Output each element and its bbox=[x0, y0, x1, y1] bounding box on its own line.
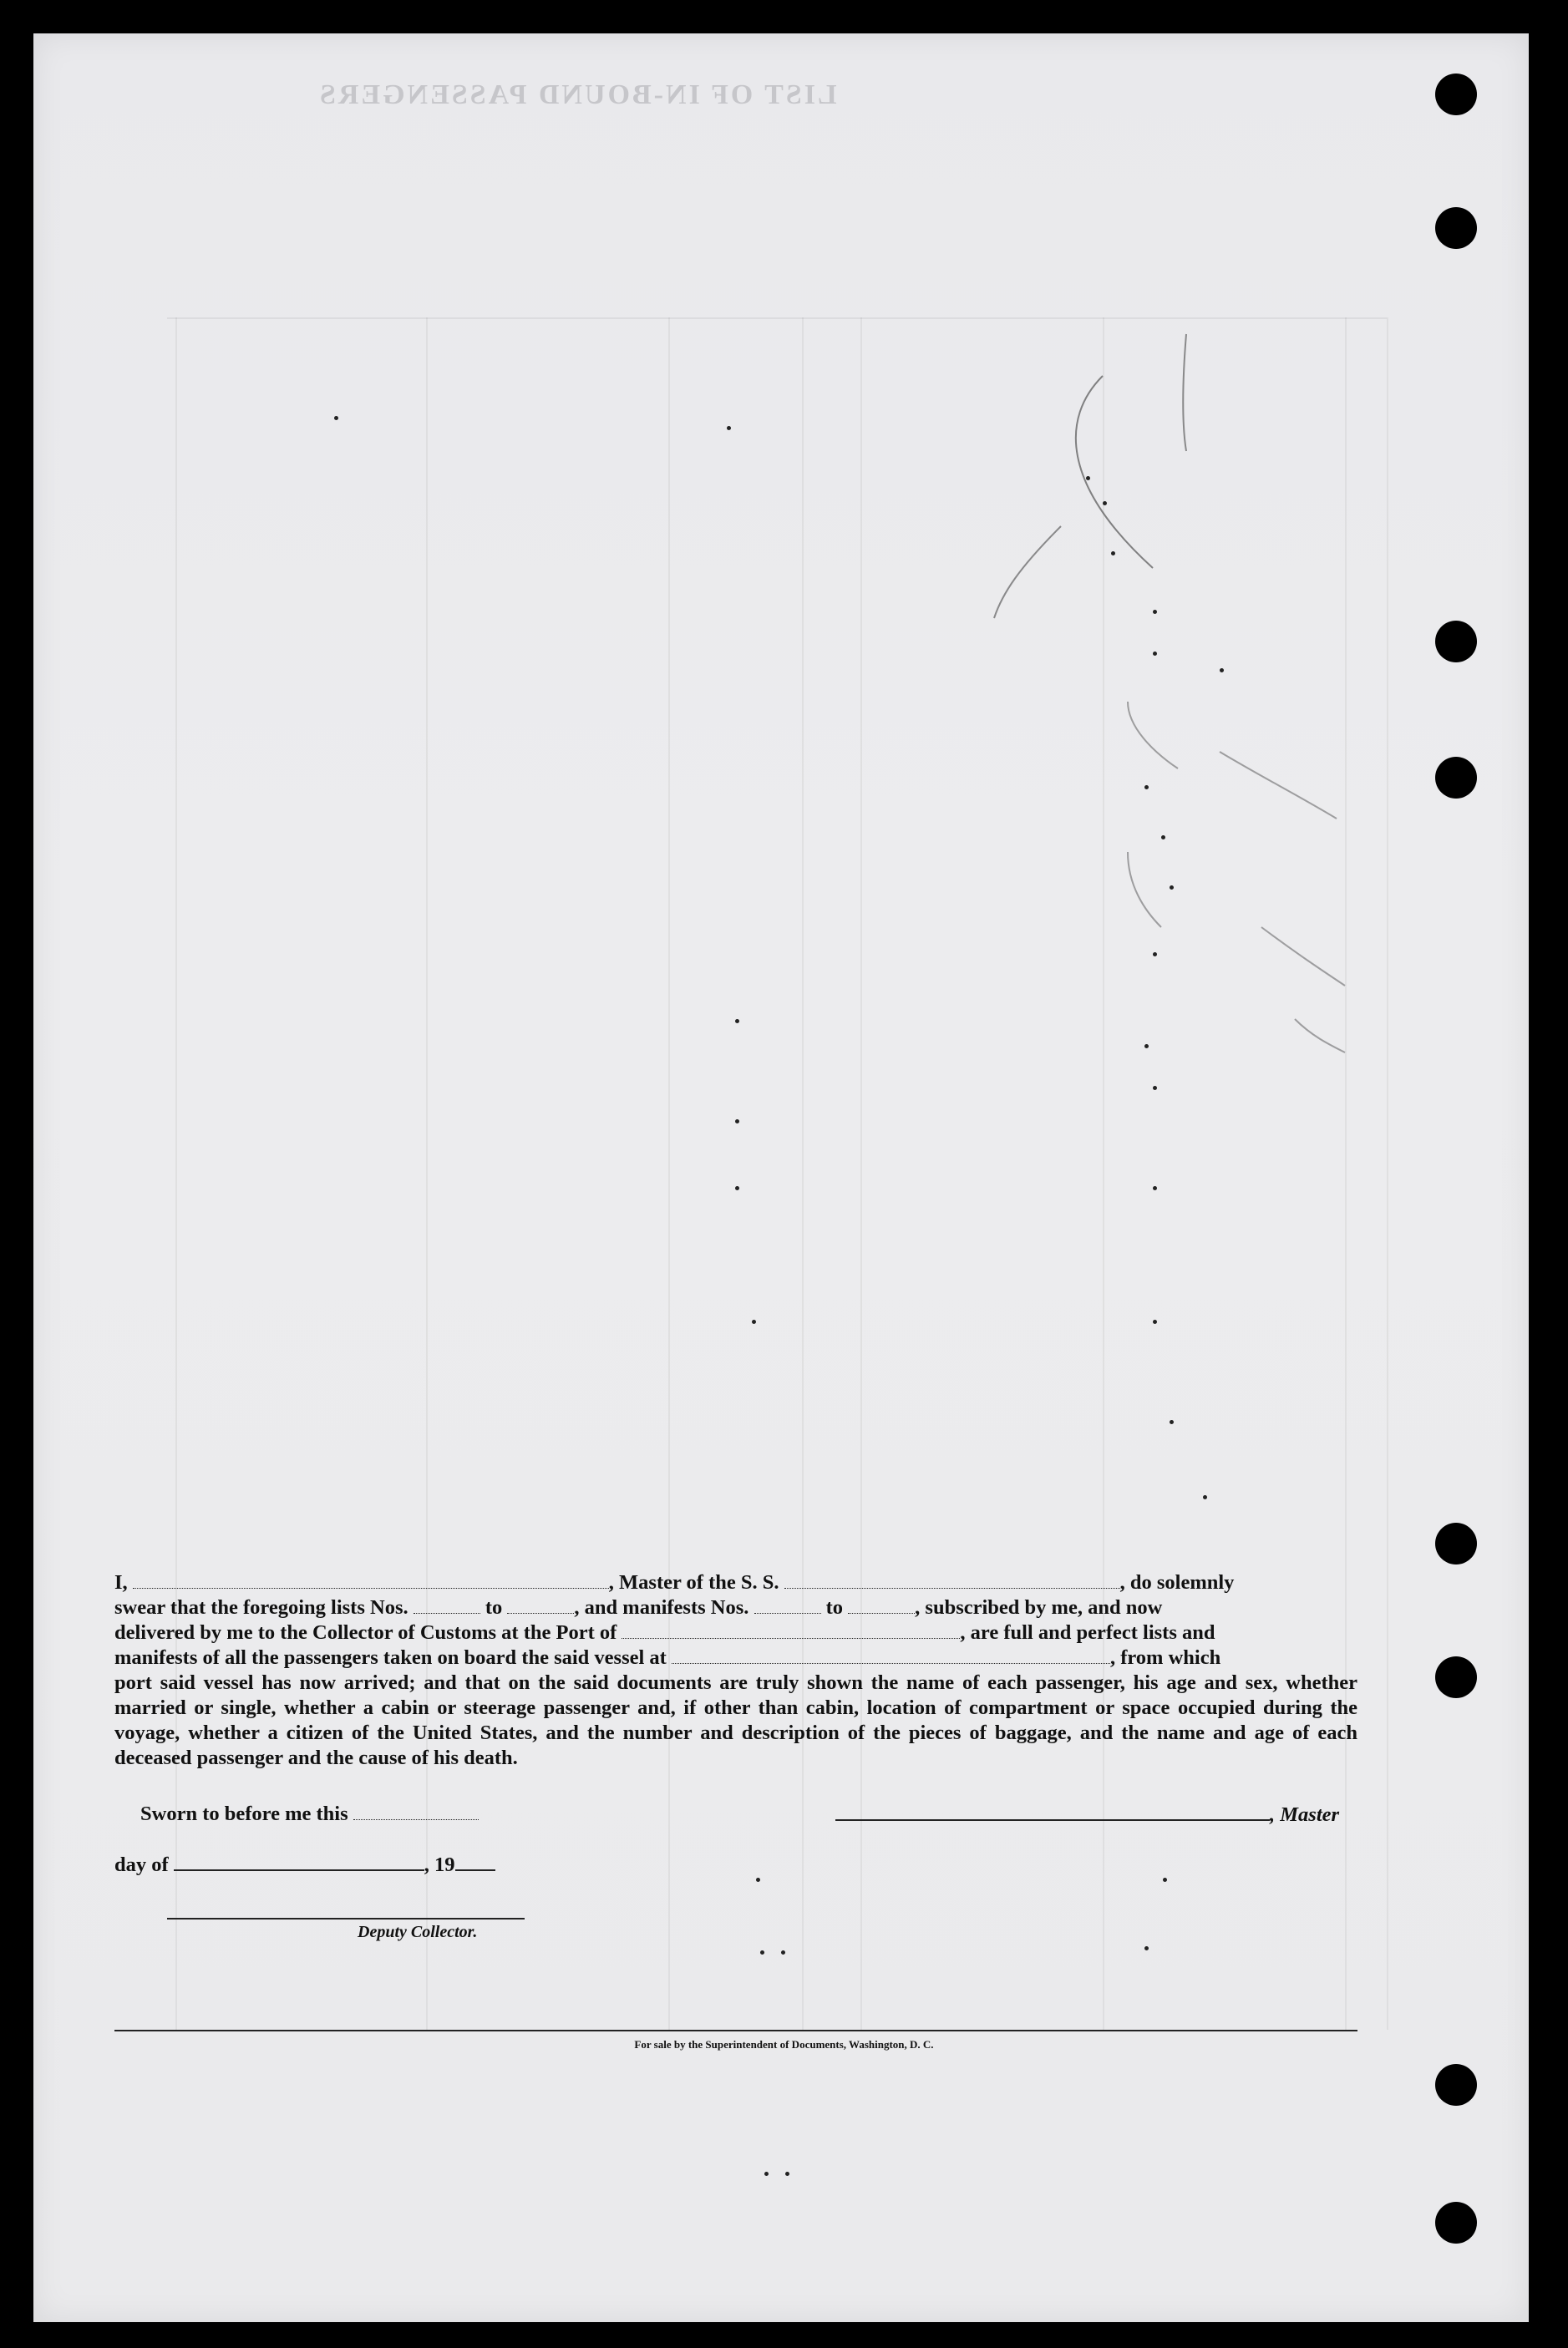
bleed-through-rule bbox=[668, 317, 670, 2030]
speck bbox=[334, 416, 338, 420]
day-row bbox=[114, 1853, 495, 1877]
list-no-from-blank[interactable] bbox=[414, 1596, 480, 1614]
bleed-through-title: LIST OF IN-BOUND PASSENGERS bbox=[317, 79, 837, 110]
deputy-collector-label: Deputy Collector. bbox=[358, 1923, 478, 1941]
punch-hole bbox=[1435, 1523, 1477, 1564]
speck bbox=[1161, 835, 1165, 839]
punch-hole bbox=[1435, 2202, 1477, 2244]
speck bbox=[785, 2172, 789, 2176]
bleed-through-rule bbox=[175, 317, 177, 2030]
speck bbox=[752, 1320, 756, 1324]
punch-hole bbox=[1435, 757, 1477, 799]
sworn-row bbox=[140, 1803, 479, 1826]
speck bbox=[1203, 1495, 1207, 1499]
punch-hole bbox=[1435, 74, 1477, 115]
day-of-label: day of bbox=[114, 1854, 169, 1876]
oath-subscribed: , subscribed by me, and now bbox=[915, 1596, 1163, 1619]
punch-hole bbox=[1435, 207, 1477, 249]
ship-name-blank[interactable] bbox=[784, 1571, 1120, 1589]
speck bbox=[760, 1950, 764, 1955]
pencil-marks bbox=[961, 317, 1462, 1570]
master-label: , Master bbox=[1270, 1803, 1340, 1826]
manifest-no-to-blank[interactable] bbox=[848, 1596, 915, 1614]
year-blank[interactable] bbox=[455, 1853, 495, 1871]
speck bbox=[1220, 668, 1224, 672]
punch-hole bbox=[1435, 621, 1477, 662]
speck bbox=[1144, 1044, 1149, 1048]
oath-intro: I, bbox=[114, 1571, 128, 1594]
year-prefix: , 19 bbox=[424, 1854, 455, 1876]
oath-line-1 bbox=[114, 1570, 1357, 1595]
oath-full-perfect: , are full and perfect lists and bbox=[960, 1621, 1215, 1644]
oath-to-1: to bbox=[485, 1596, 503, 1619]
speck bbox=[735, 1186, 739, 1190]
deputy-signature-line[interactable] bbox=[167, 1918, 525, 1919]
speck bbox=[1144, 1946, 1149, 1950]
footer-rule bbox=[114, 2030, 1357, 2031]
oath-line-4 bbox=[114, 1646, 1357, 1671]
speck bbox=[1153, 1086, 1157, 1090]
speck bbox=[1103, 501, 1107, 505]
speck bbox=[1153, 952, 1157, 956]
oath-line-2 bbox=[114, 1595, 1357, 1620]
speck bbox=[735, 1119, 739, 1123]
departure-port-blank[interactable] bbox=[672, 1646, 1110, 1664]
speck bbox=[756, 1878, 760, 1882]
bleed-through-rule bbox=[860, 317, 862, 2030]
bleed-through-rule bbox=[426, 317, 428, 2030]
punch-hole bbox=[1435, 2064, 1477, 2106]
oath-body: port said vessel has now arrived; and that on the said documents are truly shown the name of each passenger, his age and sex, whether married or single, whether a cabin or steerage passenger and, if other than cabin, location of compartment or space occupied during the voyage, whether a citizen of the United States, and the number and description of the pieces of baggage, and the name and age of each deceased passenger and the cause of his death. bbox=[114, 1671, 1357, 1769]
oath-lists-nos: swear that the foregoing lists Nos. bbox=[114, 1596, 408, 1619]
speck bbox=[1170, 1420, 1174, 1424]
speck bbox=[1163, 1878, 1167, 1882]
port-blank[interactable] bbox=[622, 1621, 960, 1639]
sworn-label: Sworn to before me this bbox=[140, 1803, 348, 1825]
speck bbox=[1086, 476, 1090, 480]
speck bbox=[1153, 1320, 1157, 1324]
speck bbox=[1153, 1186, 1157, 1190]
speck bbox=[727, 426, 731, 430]
oath-master-of-ship: , Master of the S. S. bbox=[608, 1571, 779, 1594]
oath-manifests-all: manifests of all the passengers taken on board the said vessel at bbox=[114, 1646, 667, 1669]
speck bbox=[1144, 785, 1149, 789]
master-name-blank[interactable] bbox=[133, 1571, 609, 1589]
oath-line-3 bbox=[114, 1620, 1357, 1646]
speck bbox=[1153, 652, 1157, 656]
oath-to-2: to bbox=[825, 1596, 844, 1619]
oath-from-which: , from which bbox=[1109, 1646, 1221, 1669]
sale-notice: For sale by the Superintendent of Documents, Washington, D. C. bbox=[634, 2038, 934, 2051]
oath-manifests-nos: , and manifests Nos. bbox=[574, 1596, 749, 1619]
speck bbox=[781, 1950, 785, 1955]
speck bbox=[735, 1019, 739, 1023]
master-signature-row bbox=[835, 1803, 1339, 1827]
sworn-day-blank[interactable] bbox=[353, 1803, 479, 1820]
speck bbox=[1153, 610, 1157, 614]
oath-paragraph bbox=[114, 1570, 1357, 1771]
bleed-through-rule bbox=[802, 317, 804, 2030]
manifest-no-from-blank[interactable] bbox=[754, 1596, 821, 1614]
speck bbox=[1111, 551, 1115, 555]
master-signature-line[interactable] bbox=[835, 1803, 1270, 1821]
speck bbox=[1170, 885, 1174, 890]
oath-solemnly: , do solemnly bbox=[1119, 1571, 1235, 1594]
list-no-to-blank[interactable] bbox=[507, 1596, 574, 1614]
punch-hole bbox=[1435, 1656, 1477, 1698]
speck bbox=[764, 2172, 769, 2176]
month-blank[interactable] bbox=[174, 1853, 424, 1871]
oath-delivered: delivered by me to the Collector of Customs at the Port of bbox=[114, 1621, 617, 1644]
